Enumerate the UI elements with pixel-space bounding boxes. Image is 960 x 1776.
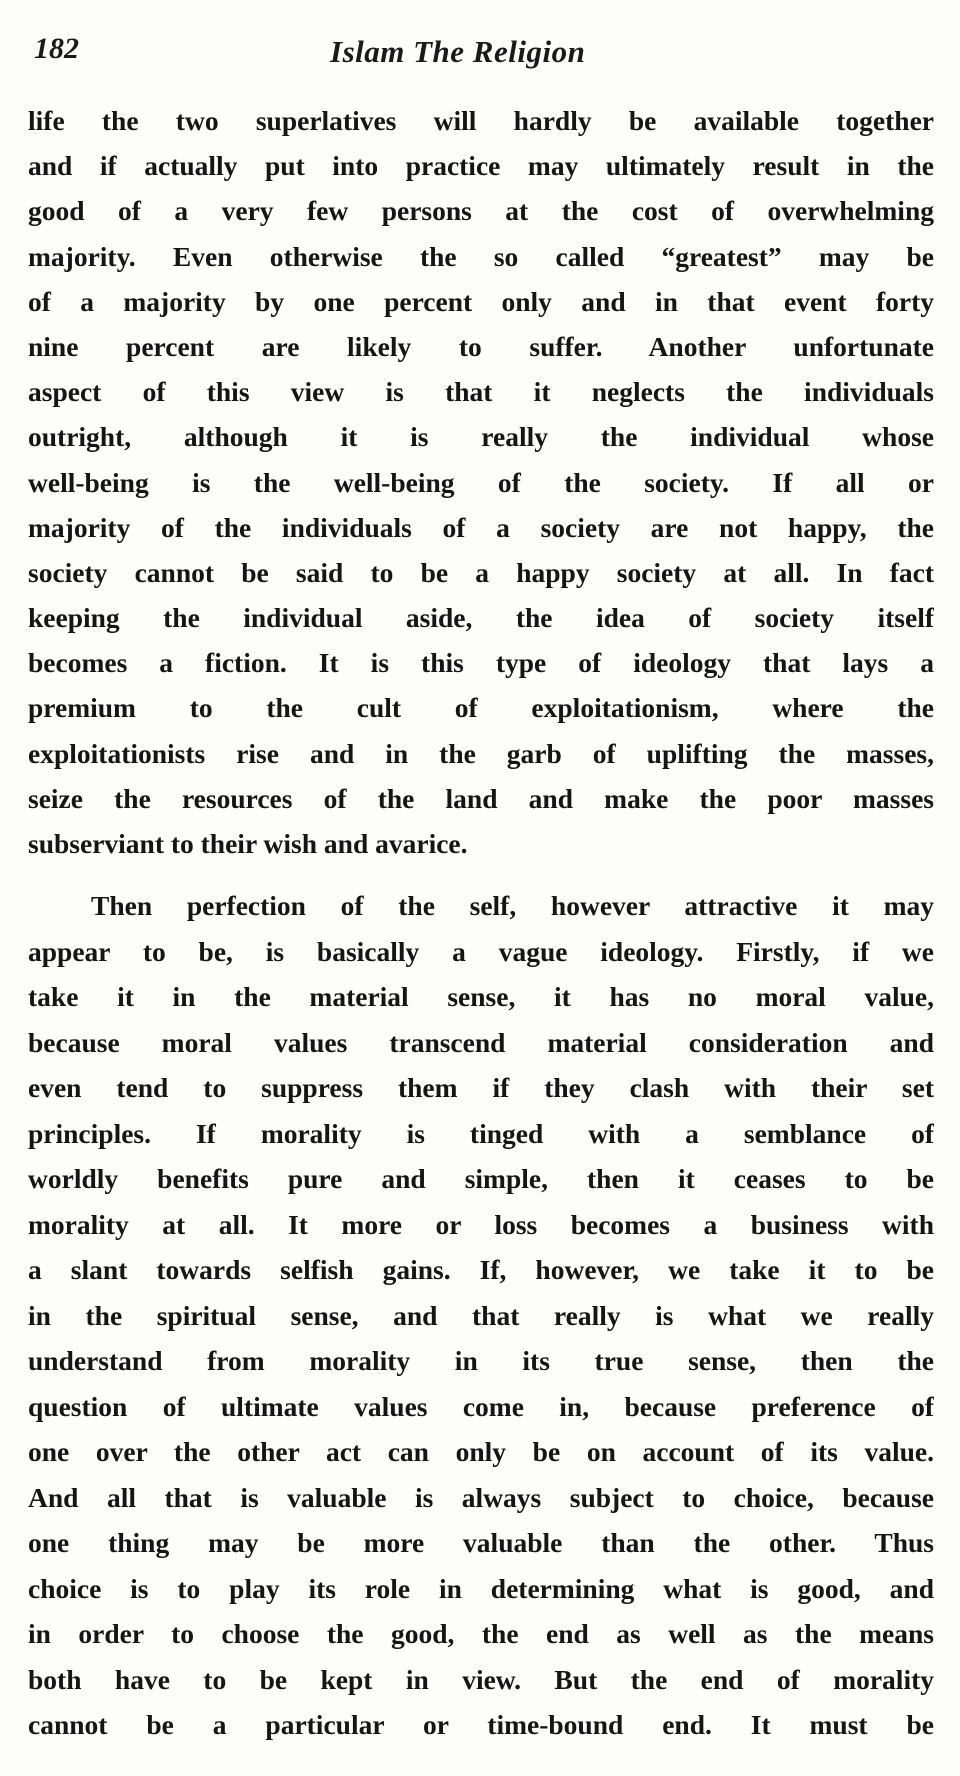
text-line: becomes a fiction. It is this type of ideology that lays a xyxy=(28,647,934,679)
paragraph-1 xyxy=(28,98,934,866)
text-line: in the spiritual sense, and that really is what we really xyxy=(28,1299,934,1331)
text-line: aspect of this view is that it neglects the individuals xyxy=(28,376,934,408)
text-line: one over the other act can only be on account of its value. xyxy=(28,1436,934,1468)
text-line: a slant towards selfish gains. If, however, we take it to be xyxy=(28,1254,934,1286)
text-line: one thing may be more valuable than the other. Thus xyxy=(28,1527,934,1559)
text-line: morality at all. It more or loss becomes a business with xyxy=(28,1208,934,1240)
text-line: because moral values transcend material consideration and xyxy=(28,1026,934,1058)
paragraph-2 xyxy=(28,883,934,1748)
text-line: appear to be, is basically a vague ideology. Firstly, if we xyxy=(28,935,934,967)
text-line: keeping the individual aside, the idea of society itself xyxy=(28,602,934,634)
text-line: nine percent are likely to suffer. Another unfortunate xyxy=(28,330,934,362)
text-line: understand from morality in its true sense, then the xyxy=(28,1345,934,1377)
text-line: question of ultimate values come in, because preference of xyxy=(28,1390,934,1422)
text-line: worldly benefits pure and simple, then it ceases to be xyxy=(28,1163,934,1195)
page-header xyxy=(30,26,930,86)
text-line: subserviant to their wish and avarice. xyxy=(28,828,468,859)
text-line: of a majority by one percent only and in that event forty xyxy=(28,285,934,317)
text-line: premium to the cult of exploitationism, where the xyxy=(28,692,934,724)
text-line: choice is to play its role in determining what is good, and xyxy=(28,1572,934,1604)
body-text xyxy=(28,98,934,1748)
text-line: and if actually put into practice may ultimately result in the xyxy=(28,150,934,182)
text-line: seize the resources of the land and make the poor masses xyxy=(28,782,934,814)
page-number: 182 xyxy=(34,32,79,65)
text-line: Then perfection of the self, however attractive it may xyxy=(91,890,934,922)
text-line: cannot be a particular or time-bound end. It must be xyxy=(28,1709,934,1741)
text-line: both have to be kept in view. But the end of morality xyxy=(28,1663,934,1695)
text-line: take it in the material sense, it has no moral value, xyxy=(28,981,934,1013)
text-line: society cannot be said to be a happy society at all. In fact xyxy=(28,556,934,588)
running-title: Islam The Religion xyxy=(330,34,586,69)
text-line: even tend to suppress them if they clash with their set xyxy=(28,1072,934,1104)
text-line: in order to choose the good, the end as well as the means xyxy=(28,1618,934,1650)
text-line: principles. If morality is tinged with a semblance of xyxy=(28,1117,934,1149)
text-line: And all that is valuable is always subject to choice, because xyxy=(28,1481,934,1513)
text-line: majority. Even otherwise the so called “greatest” may be xyxy=(28,240,934,272)
text-line: majority of the individuals of a society are not happy, the xyxy=(28,511,934,543)
text-line: good of a very few persons at the cost of overwhelming xyxy=(28,195,934,227)
text-line: well-being is the well-being of the society. If all or xyxy=(28,466,934,498)
text-line: outright, although it is really the individual whose xyxy=(28,421,934,453)
text-line: life the two superlatives will hardly be available together xyxy=(28,105,934,136)
text-line: exploitationists rise and in the garb of uplifting the masses, xyxy=(28,737,934,769)
